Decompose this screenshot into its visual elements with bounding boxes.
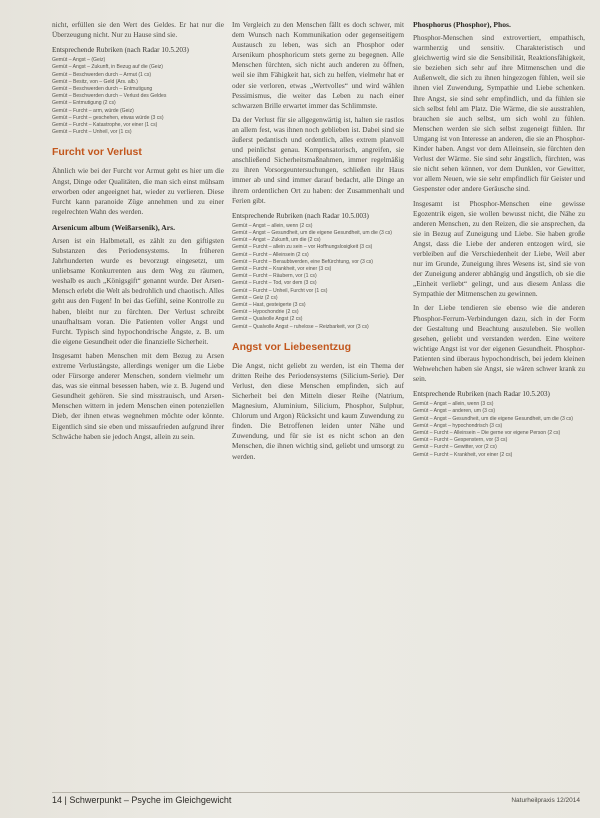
- rubric-item: Gemüt – Entmutigung (2 cs): [52, 100, 116, 107]
- rubric-item: Gemüt – Furcht – arm, würde (Geiz): [52, 107, 134, 114]
- phosphorus-paragraph-3: In der Liebe tendieren sie ebenso wie die anderen Phosphor-Ferrum-Verbindungen dazu, sich in der Form der Gestaltung und Beachtung auszuleben. Sie wollen gesehen, geliebt und verstanden werden. Eine weitere wichtige Angst ist vor der eigenen Gesundheit. Phosphor-Patienten sind überaus hypochondrisch, bei jedem kleinen Wehwehchen haben sie Angst, sie wären schwer krank zu sein.: [413, 303, 585, 384]
- column-2: [232, 20, 404, 466]
- rubrics-list-1: [52, 57, 224, 136]
- rubric-item: Gemüt – Furcht – Tod, vor dem (3 cs): [232, 280, 317, 287]
- rubric-item: Gemüt – Furcht – Räubern, vor (1 cs): [232, 273, 317, 280]
- love-paragraph: Die Angst, nicht geliebt zu werden, ist ein Thema der dritten Reihe des Periodensystems (Silicium-Serie). Der Verlust, den diese Menschen empfinden, sich auf Sicherheit bei den Mitteln dieser Reihe (Natrium, Magnesium, Aluminium, Silicium, Phosphor, Sulphur, Chlorum und Argon) Rücksicht und kaum Zuwendung zu finden. Die Betroffenen leiden unter Nähe und Zuwendung, und für sie ist es nicht schon an den Menschen, die ihnen wichtig sind, geliebt und umsorgt zu werden.: [232, 360, 404, 461]
- rubric-item: Gemüt – Angst – Zukunft, um die (2 cs): [232, 237, 321, 244]
- rubric-item: Gemüt – Angst – allein, wenn (3 cs): [413, 401, 494, 408]
- rubric-item: Gemüt – Hast, gesteigerte (3 cs): [232, 301, 306, 308]
- rubric-item: Gemüt – Furcht – Gespenstern, vor (3 cs): [413, 437, 508, 444]
- rubric-item: Gemüt – Furcht – Katastrophe, vor einer (1 cs): [52, 122, 158, 129]
- phosphorus-paragraph-1: Phosphor-Menschen sind extrovertiert, empathisch, warmherzig und sensitiv. Charakteristisch und gleichwertig wird sie die Sensibilität, Reaktionsfähigkeit, sie beziehen sich sehr auf ihre Mitmenschen und die Außenwelt, die sich zu ihnen hingezogen fühlen, weil sie ihnen viel Zuwendung, Sympathie und Liebe schenken. Ihre Angst, sie sind sehr empfindlich, und da fühlen sie sich selbst fehl am Platz. Die Wärme, die sie ausstrahlen, brauchen sie auch selbst, um sich wohl zu fühlen. Menschen werden sie sich selbst zugeneigt fühlen. Ihr Umgang ist von Interesse an anderen, die sie an Phosphor-Kinder haben. Angst vor dem Alleinsein, sie fürchten den Verlust der Wärme. Sie sind sehr ängstlich, fürchten, was sie nicht sehen können, vor dem Dunklen, vor Gewitter, vor allem Neuen, wie sie sehr empfindlich für Geister und Gespenster oder andere Geräusche sind.: [413, 33, 585, 194]
- rubric-item: Gemüt – Beschwerden durch – Armut (1 cs): [52, 71, 152, 78]
- rubric-item: Gemüt – Furcht – geschehen, etwas würde (3 cs): [52, 114, 164, 121]
- rubrics-title-3: Entsprechende Rubriken (nach Radar 10.5.203): [413, 390, 550, 399]
- rubric-item: Gemüt – Furcht – Beraubtwerden, eine Befürchtung, vor (3 cs): [232, 258, 373, 265]
- fear-paragraph: Ähnlich wie bei der Furcht vor Armut geht es hier um die Angst, Dinge oder Qualitäten, die man sich einst mühsam erworben oder angeeignet hat, wieder zu verlieren. Diese Furcht kann paranoide Züge annehmen und zu einer regelrechten Wahn des werden.: [52, 166, 224, 216]
- intro-paragraph: nicht, erfüllen sie den Wert des Geldes. Er hat nur die Überzeugung nicht. Nur zu Hause sind sie.: [52, 20, 224, 40]
- rubric-item: Gemüt – Furcht – Alleinsein (2 cs): [232, 251, 309, 258]
- rubrics-list-3: [413, 401, 585, 459]
- rubric-item: Gemüt – Qualvolle Angst – ruhelose – Reizbarkeit, vor (3 cs): [232, 323, 369, 330]
- col2-paragraph-1: Im Vergleich zu den Menschen fällt es doch schwer, mit dem Wunsch nach Kommunikation oder gegenseitigem Austausch zu leben, was sich an Phosphor oder Arsenikum phosphoricum stets gerne zu begegnen. Alle Menschen fürchten, sich nicht auch anderen zu öffnen, weil sie ihm Fähigkeit hat, sich zu helfen, vielmehr hat er oder sie verloren, etwas „Wertvolles“ und wird wählen Pessimismus, die weiter das Leben zu nach einer schwarzen Brille erwartet immer das Schlimmste.: [232, 20, 404, 110]
- rubric-item: Gemüt – Furcht – Unheil, vor (1 cs): [52, 129, 132, 136]
- rubrics-title-1: Entsprechende Rubriken (nach Radar 10.5.203): [52, 46, 189, 55]
- rubric-item: Gemüt – Angst – Gesundheit, um die eigene Gesundheit, um die (3 cs): [413, 415, 573, 422]
- rubrics-title-2: Entsprechende Rubriken (nach Radar 10.5.003): [232, 211, 369, 220]
- rubrics-list-2: [232, 223, 404, 331]
- rubric-item: Gemüt – Furcht – Alleinsein – Die gerne vor eigene Person (2 cs): [413, 430, 561, 436]
- rubric-item: Gemüt – Angst – (Geiz): [52, 57, 106, 64]
- rubric-item: Gemüt – Furcht – Gewitter, vor (2 cs): [413, 444, 497, 451]
- heading-arsenicum: Arsenicum album (Weißarsenik), Ars.: [52, 222, 175, 232]
- rubric-item: Gemüt – Furcht – Krankheit, vor einer (2 cs): [413, 451, 513, 458]
- rubric-item: Gemüt – Angst – hypochondrisch (3 cs): [413, 422, 503, 429]
- rubric-item: Gemüt – Furcht – Krankheit, vor einer (3 cs): [232, 265, 332, 272]
- rubric-item: Gemüt – Angst – anderen, um (3 cs): [413, 408, 496, 415]
- col2-paragraph-2: Da der Verlust für sie allgegenwärtig ist, halten sie rastlos an allem fest, was ihnen noch geblieben ist. Dabei sind sie äußerst pedantisch und ordentlich, alles extrem planvoll und peinlichst genau. Kompensatorisch, angreifen, sie anschließend Sicherheitsmaßnahmen, immer regelmäßig zu ihren Vorsorgeuntersuchungen, schließen ihr Haus immer ab und sind immer darauf bedacht, alle Dinge an ihrem ordentlichen Ort zu haben: der Zusammenhalt und Ferien gibt.: [232, 114, 404, 205]
- footer-page-label: 14 | Schwerpunkt – Psyche im Gleichgewicht: [52, 795, 232, 805]
- rubric-item: Gemüt – Beschwerden durch – Entmutigung: [52, 86, 153, 92]
- rubric-item: Gemüt – Beschwerden durch – Verlust des Geldes: [52, 93, 167, 100]
- rubric-item: Gemüt – Qualvolle Angst (2 cs): [232, 316, 303, 323]
- footer-issue: Naturheilpraxis 12/2014: [511, 797, 580, 804]
- footer-divider: [52, 792, 580, 793]
- arsenicum-paragraph-2: Insgesamt haben Menschen mit dem Bezug zu Arsen extreme Verlustängste, allerdings weniger um die Liebe oder Fürsorge anderer Menschen, sondern vielmehr um das, was sie einmal besessen haben, wie z. B. Jugend und Gesundheit gehören. Sie sind misstrauisch, und Arsen-Menschen wittern in jedem Menschen einen potenziellen Dieb, der ihnen etwas wegnehmen möchte oder könnte. Eigentlich sind sie eben und missaufrieden aufgrund ihrer Schwäche haben sie jedoch Angst, allein zu sein.: [52, 350, 224, 441]
- rubric-item: Gemüt – Besitz, von – Geld (Ars. alb.): [52, 78, 138, 85]
- column-3: [413, 20, 585, 465]
- heading-fear-of-loss: Furcht vor Verlust: [52, 146, 142, 159]
- rubric-item: Gemüt – Angst – Gesundheit, um die eigene Gesundheit, um die (3 cs): [232, 229, 392, 236]
- arsenicum-paragraph-1: Arsen ist ein Halbmetall, es zählt zu den giftigsten Substanzen des Periodensystems. In früheren Jahrhunderten wurde es bevorzugt eingesetzt, um unliebsame Konkurrenten aus dem Weg zu räumen, weshalb es auch „Königsgift“ genannt wurde. Der Arsen-Mensch erlebt die Welt als bedrohlich und chaotisch. Alles geht aus den Fugen! In bei das Gefühl, seine Kontrolle zu haben, bleibt nur zu fürchten. Der Verlust schreibt unaufhaltsam voran. Die Patienten voller Angst und Furcht. Typisch sind hypochondrische Ängste, z. B. um die eigene Gesundheit oder die finanzielle Sicherheit.: [52, 235, 224, 346]
- rubric-item: Gemüt – Geiz (2 cs): [232, 294, 278, 301]
- heading-fear-of-love-withdrawal: Angst vor Liebesentzug: [232, 340, 352, 353]
- column-1: [52, 20, 224, 446]
- rubric-item: Gemüt – Hypochondrie (2 cs): [232, 309, 299, 316]
- rubric-item: Gemüt – Furcht – Unheil, Furcht vor (1 cs): [232, 287, 328, 294]
- phosphorus-paragraph-2: Insgesamt ist Phosphor-Menschen eine gewisse Egozentrik eigen, sie wollen bewusst nicht, die Nähe zu anderen Menschen, zu den Reizen, die sie ansprechen, da sie in Bezug auf Zuneigung und Liebe. Sie haben große Angst, dass die Liebe der anderen entzogen wird, sie verbleiben auf die Verschiedenheit der Liebe, Weil aber nur im Grunde, Zuneigung ihres Wesens ist, sind sie von der Zuneigung anderer abhängig und ängstlich, ob sie die „Einheit verliebt“ gelingt, und aus diesem Anlass die Sympathie der Mitmenschen zu gewinnen.: [413, 198, 585, 299]
- rubric-item: Gemüt – Furcht – allein zu sein – vor Hoffnungslosigkeit (3 cs): [232, 244, 373, 251]
- rubric-item: Gemüt – Angst – allein, wenn (2 cs): [232, 222, 313, 229]
- heading-phosphorus: Phosphorus (Phosphor), Phos.: [413, 20, 511, 29]
- rubric-item: Gemüt – Angst – Zukunft, in Bezug auf die (Geiz): [52, 64, 163, 71]
